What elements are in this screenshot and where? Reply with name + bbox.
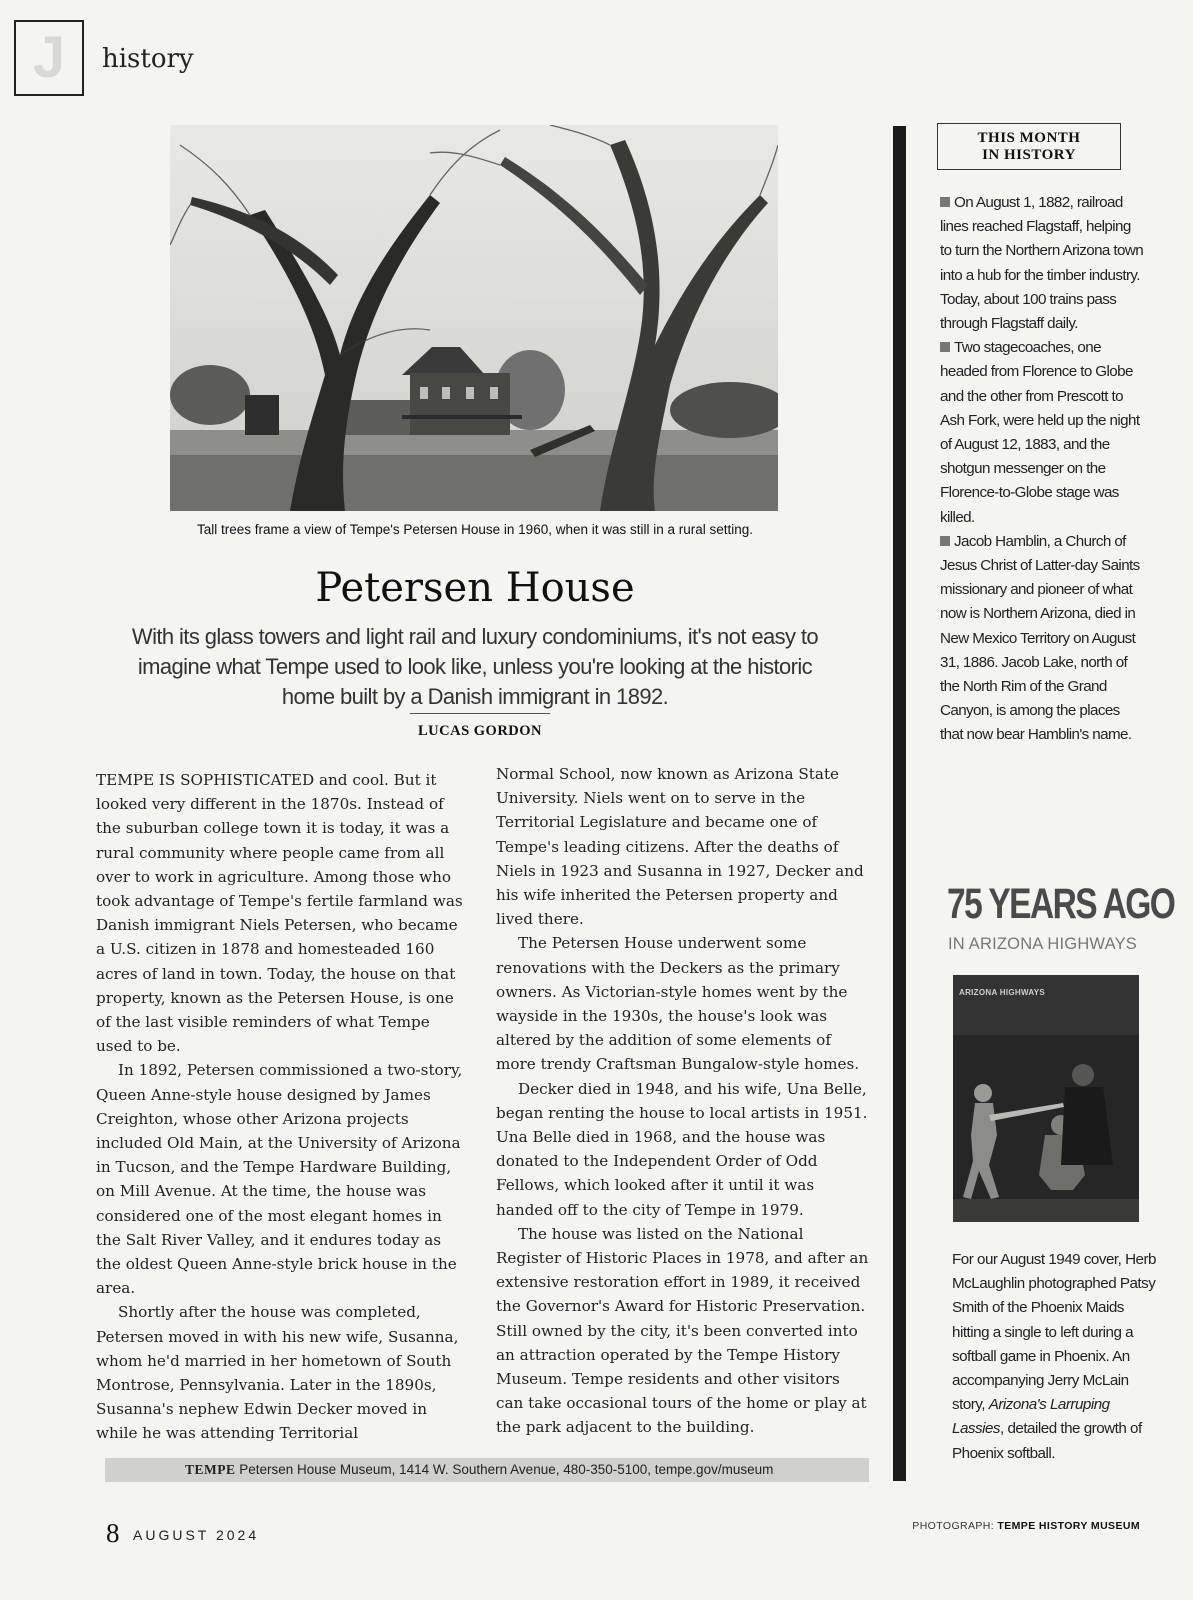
photo-credit-name: TEMPE HISTORY MUSEUM — [997, 1520, 1140, 1532]
byline-rule — [410, 713, 550, 714]
history-item-text: Two stagecoaches, one headed from Florence to Globe and the other from Prescott to Ash Fork, were held up the night of August 12, 1883, and the shotgun messenger on the Florence-to-Globe stage was killed. — [940, 339, 1140, 526]
byline: LUCAS GORDON — [417, 723, 543, 739]
cover-caption — [952, 1248, 1157, 1466]
history-item — [940, 530, 1145, 748]
article-dek: With its glass towers and light rail and luxury condominiums, it's not easy to imagine what Tempe used to look like, unless you're looking at the historic home built by a Danish immigrant in 1892. — [131, 624, 819, 709]
history-item-text: On August 1, 1882, railroad lines reached Flagstaff, helping to turn the Northern Arizona town into a hub for the timber industry. Today, about 100 trains pass through Flagstaff daily. — [940, 194, 1144, 333]
info-details: Petersen House Museum, 1414 W. Southern Avenue, 480-350-5100, tempe.gov/museum — [235, 1462, 774, 1477]
photo-credit — [880, 1520, 1140, 1532]
paragraph-3-continued: Normal School, now known as Arizona State University. Niels went on to serve in the Territorial Legislature and became one of Tempe's leading citizens. After the deaths of Niels in 1923 and Susanna in 1927, Decker and his wife inherited the Petersen property and lived there. — [496, 765, 864, 929]
column-divider — [893, 126, 906, 1481]
history-item-text: Jacob Hamblin, a Church of Jesus Christ of Latter-day Saints missionary and pioneer of what now is Northern Arizona, died in New Mexico Territory on August 31, 1886. Jacob Lake, north of the North Rim of the Grand Canyon, is among the places that now bear Hamblin's name. — [940, 532, 1140, 744]
paragraph-3: Shortly after the house was completed, Petersen moved in with his new wife, Susanna, whom he'd married in her hometown of South Montrose, Pennsylvania. Later in the 1890s, Susanna's nephew Edwin Decker moved in while he was attending Territorial — [96, 1303, 459, 1443]
cover-caption-story-title: Arizona's Larruping Lassies — [952, 1396, 1110, 1438]
info-label: TEMPE — [185, 1462, 236, 1477]
issue-date: AUGUST 2024 — [133, 1527, 260, 1543]
years-ago-title: 75 YEARS AGO — [947, 880, 1175, 928]
paragraph-2: In 1892, Petersen commissioned a two-story, Queen Anne-style house designed by James Creighton, whose other Arizona projects included Old Main, at the University of Arizona in Tucson, and the Tempe Hardware Building, on Mill Avenue. At the time, the house was considered one of the most elegant homes in the Salt River Valley, and it endures today as the oldest Queen Anne-style brick house in the area. — [96, 1061, 463, 1298]
sidebar-title-line-2: IN HISTORY — [982, 147, 1076, 163]
photo-caption: Tall trees frame a view of Tempe's Petersen House in 1960, when it was still in a rural setting. — [196, 522, 754, 537]
cover-illustration — [953, 975, 1139, 1222]
sidebar-title-box — [937, 123, 1121, 170]
sidebar-title-line-1: THIS MONTH — [977, 130, 1081, 146]
section-name: history — [102, 44, 194, 74]
history-list — [940, 191, 1145, 748]
paragraph-6: The house was listed on the National Register of Historic Places in 1978, and after an extensive restoration effort in 1989, it received the Governor's Award for Historic Preservation. Still owned by the city, it's been converted into an attraction operated by the Tempe History Museum. Tempe residents and other visitors can take occasional tours of the home or play at the park adjacent to the building. — [496, 1224, 869, 1437]
petersen-house-photo — [170, 125, 778, 511]
photo-credit-label: PHOTOGRAPH: — [912, 1520, 998, 1532]
square-bullet-icon — [940, 342, 950, 352]
paragraph-1 — [96, 768, 470, 1058]
paragraph-4: The Petersen House underwent some renovations with the Deckers as the primary owners. As Victorian-style homes went by the wayside in the 1930s, the house's look was altered by the addition of some elements of more trendy Craftsman Bungalow-style homes. — [496, 934, 860, 1074]
article-column-1 — [96, 768, 470, 1446]
history-item — [940, 336, 1145, 530]
square-bullet-icon — [940, 536, 950, 546]
photo-illustration — [170, 125, 778, 511]
lead-in: TEMPE IS SOPHISTICATED — [96, 771, 315, 789]
magazine-cover-image — [953, 975, 1139, 1222]
square-bullet-icon — [940, 197, 950, 207]
cover-masthead: ARIZONA HIGHWAYS — [959, 988, 1045, 997]
info-text — [185, 1462, 773, 1478]
cover-caption-text-b: , detailed the growth of Phoenix softball. — [952, 1420, 1142, 1462]
years-ago-subtitle: IN ARIZONA HIGHWAYS — [948, 935, 1137, 953]
cover-caption-text-a: For our August 1949 cover, Herb McLaughlin photographed Patsy Smith of the Phoenix Maids hitting a single to left during a softball game in Phoenix. An accompanying Jerry McLain story, — [952, 1251, 1156, 1414]
page-number: 8 — [106, 1518, 120, 1548]
paragraph-1-text: and cool. But it looked very different in the 1870s. Instead of the suburban college town it is today, it was a rural community where people came from all over to work in agriculture. Among those who took advantage of Tempe's fertile farmland was Danish immigrant Niels Petersen, who became a U.S. citizen in 1878 and homesteaded 160 acres of land in town. Today, the house on that property, known as the Petersen House, is one of the last visible reminders of what Tempe used to be. — [96, 771, 463, 1056]
section-letter: J — [32, 25, 66, 90]
paragraph-5: Decker died in 1948, and his wife, Una Belle, began renting the house to local artists in 1951. Una Belle died in 1968, and the house was donated to the Independent Order of Odd Fellows, which looked after it until it was handed off to the city of Tempe in 1979. — [496, 1079, 868, 1219]
article-headline: Petersen House — [315, 565, 635, 611]
history-item — [940, 191, 1145, 336]
article-column-2 — [496, 762, 870, 1440]
